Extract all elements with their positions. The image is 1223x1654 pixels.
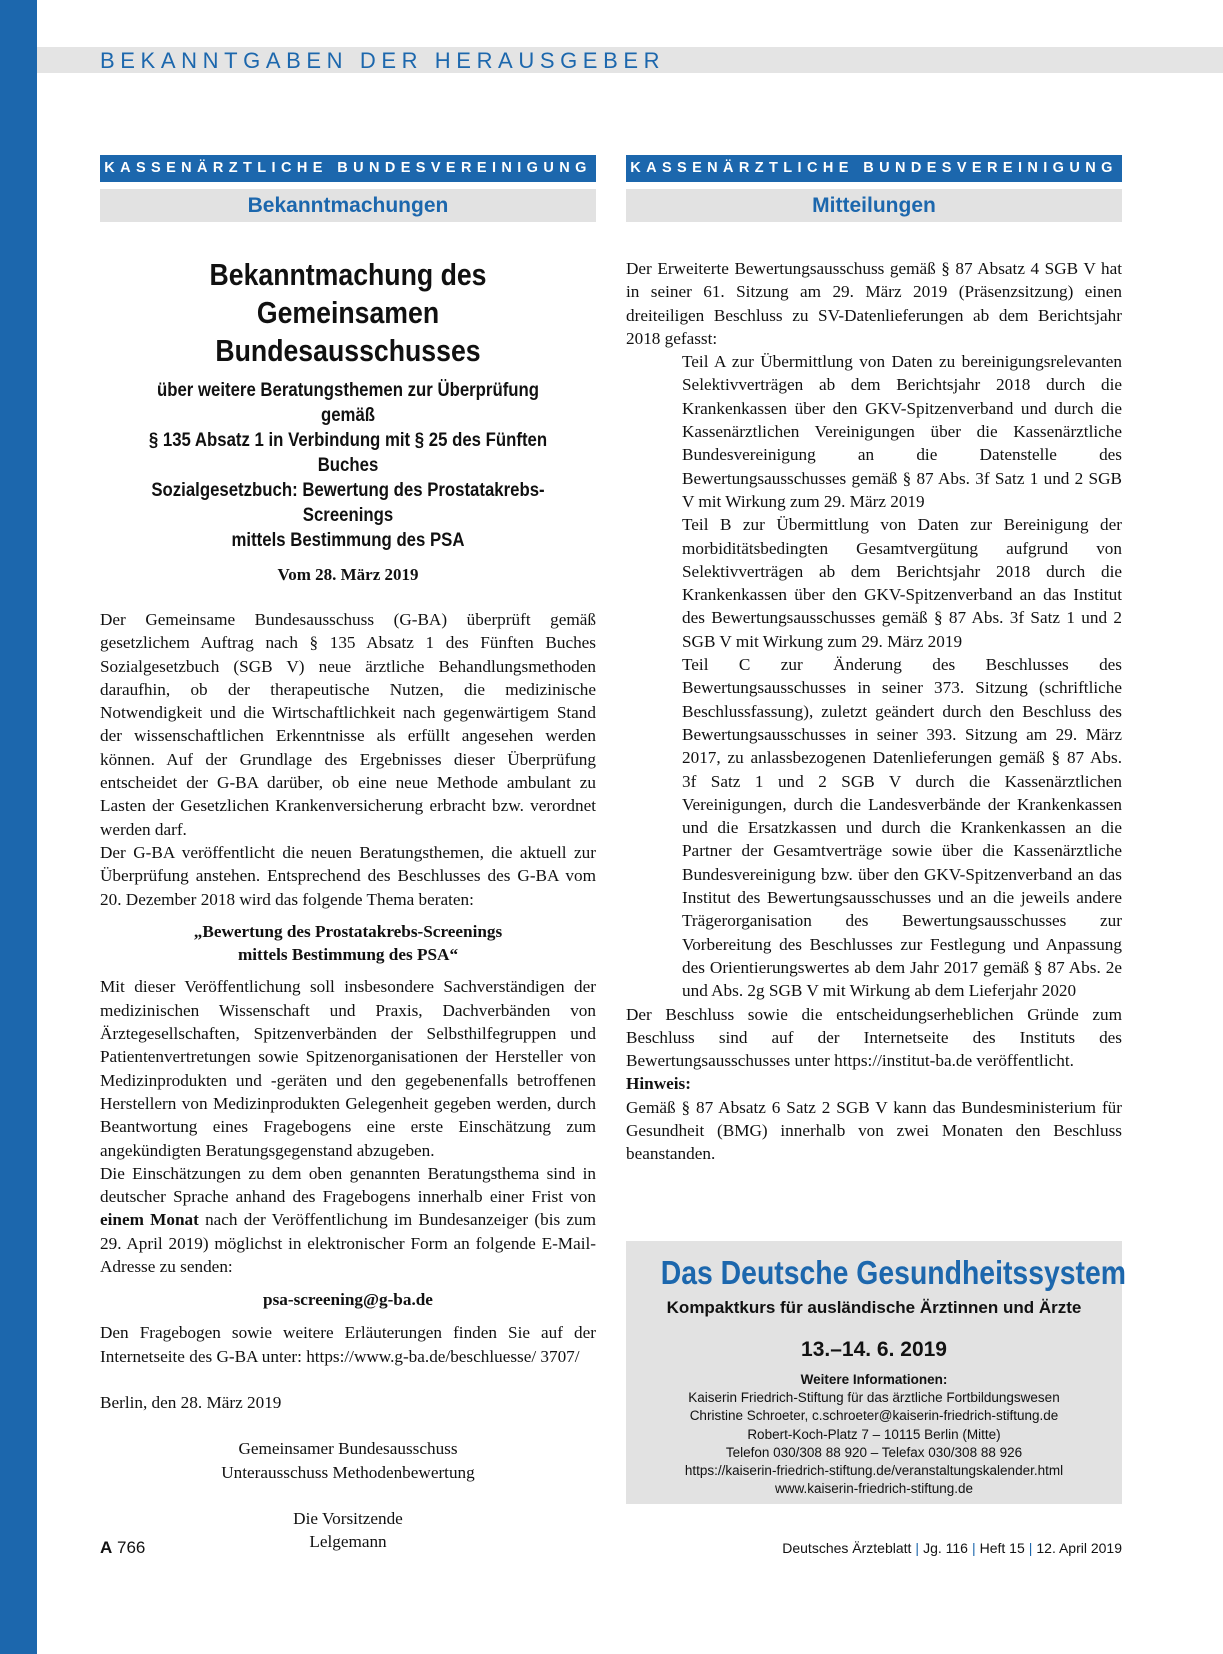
right-org-bar: KASSENÄRZTLICHE BUNDESVEREINIGUNG xyxy=(626,155,1122,182)
paragraph: Der Beschluss sowie die entscheidungserheblichen Gründe zum Beschluss sind auf der Internetseite des Instituts des Bewertungsausschusses unter https://institut-ba.de veröffentlicht. xyxy=(626,1004,1122,1071)
paragraph: Den Fragebogen sowie weitere Erläuterungen finden Sie auf der Internetseite des G-BA unter: https://www.g-ba.de/beschluesse/ 3707/ xyxy=(100,1323,596,1366)
page-number xyxy=(100,1538,145,1558)
footer-separator: | xyxy=(971,1540,976,1556)
footer-separator: | xyxy=(915,1540,920,1556)
ad-date: 13.–14. 6. 2019 xyxy=(801,1338,947,1361)
journal-name: Deutsches Ärzteblatt xyxy=(782,1540,912,1556)
right-column xyxy=(626,155,1122,1166)
subtitle-line: Sozialgesetzbuch: Bewertung des Prostatakrebs-Screenings xyxy=(151,479,545,526)
note-title: Hinweis: xyxy=(626,1074,691,1094)
ad-info-title: Weitere Informationen: xyxy=(800,1372,948,1387)
paragraph: Der Gemeinsame Bundesausschuss (G-BA) überprüft gemäß gesetzlichem Auftrag nach § 135 Absatz 1 des Fünften Buches Sozialgesetzbuch (SGB V) neue ärztliche Behandlungsmethoden daraufhin, ob der therapeutische Nutzen, die medizinische Notwendigkeit und die Wirtschaftlichkeit nach gegenwärtigem Stand der wissenschaftlichen Erkenntnisse als erfüllt angesehen werden können. Auf der Grundlage des Ergebnisses dieser Überprüfung entscheidet der G-BA darüber, ob eine neue Methode ambulant zu Lasten der Gesetzlichen Krankenversicherung erbracht bzw. verordnet werden darf. xyxy=(100,610,596,839)
paragraph: Der Erweiterte Bewertungsausschuss gemäß § 87 Absatz 4 SGB V hat in seiner 61. Sitzung am 29. März 2019 (Präsenzsitzung) einen dreiteiligen Beschluss zu SV-Datenlieferungen ab dem Berichtsjahr 2018 gefasst: xyxy=(626,259,1122,348)
paragraph: Der G-BA veröffentlicht die neuen Beratungsthemen, die aktuell zur Überprüfung anstehen. Entsprechend des Beschlusses des G-BA vom 20. Dezember 2018 wird das folgende Thema beraten: xyxy=(100,842,596,909)
ad-info-line: Telefon 030/308 88 920 – Telefax 030/308 88 926 xyxy=(725,1444,1023,1460)
subtitle-line: über weitere Beratungsthemen zur Überprüfung gemäß xyxy=(156,379,540,426)
ad-info-line: Christine Schroeter, c.schroeter@kaiserin-friedrich-stiftung.de xyxy=(689,1408,1059,1424)
list-item: Teil A zur Übermittlung von Daten zu bereinigungsrelevanten Selektivverträgen ab dem Berichtsjahr 2018 durch die Krankenkassen über den GKV-Spitzenverband und durch die Kassenärztlichen Vereinigungen über die Kassenärztliche Bundesvereinigung an die Datenstelle des Bewertungsausschusses gemäß § 87 Abs. 3f Satz 1 und 2 SGB V mit Wirkung zum 29. März 2019 xyxy=(682,352,1122,511)
paragraph xyxy=(100,1162,596,1278)
topic-line: „Bewertung des Prostatakrebs-Screenings xyxy=(193,921,503,941)
section-title: BEKANNTGABEN DER HERAUSGEBER xyxy=(100,48,666,73)
list-item: Teil B zur Übermittlung von Daten zur Bereinigung der morbiditätsbedingten Gesamtvergütung aufgrund von Selektivverträgen ab dem Berichtsjahr 2018 durch die Krankenkassen über den GKV-Spitzenverband an das Institut des Bewertungsausschusses gemäß § 87 Abs. 3f Satz 1 und 2 SGB V mit Wirkung zum 29. März 2019 xyxy=(682,515,1122,651)
announcement-date: Vom 28. März 2019 xyxy=(277,565,419,584)
topic-title xyxy=(100,920,596,967)
page-number-value: 766 xyxy=(117,1538,146,1557)
journal-footer xyxy=(782,1540,1122,1556)
journal-date: 12. April 2019 xyxy=(1036,1540,1122,1556)
ad-info-line: https://kaiserin-friedrich-stiftung.de/veranstaltungskalender.html xyxy=(684,1463,1064,1479)
note-text: Gemäß § 87 Absatz 6 Satz 2 SGB V kann das Bundesministerium für Gesundheit (BMG) innerhalb von zwei Monaten den Beschluss beanstanden. xyxy=(626,1097,1122,1164)
blue-side-strip xyxy=(0,0,37,1654)
left-org-bar: KASSENÄRZTLICHE BUNDESVEREINIGUNG xyxy=(100,155,596,182)
course-ad-box xyxy=(626,1241,1127,1504)
left-category-bar: Bekanntmachungen xyxy=(100,189,596,222)
paragraph-text: nach der Veröffentlichung im Bundesanzeiger (bis zum 29. April 2019) möglichst in elektronischer Form an folgende E-Mail-Adresse zu senden: xyxy=(100,1210,596,1277)
title-line: Bundesausschusses xyxy=(215,333,481,368)
left-body-text xyxy=(100,608,596,1553)
ad-subtitle: Kompaktkurs für ausländische Ärztinnen und Ärzte xyxy=(666,1298,1082,1317)
footer-separator: | xyxy=(1028,1540,1033,1556)
left-column xyxy=(100,155,596,1553)
page-prefix: A xyxy=(100,1538,113,1557)
ad-info-line: www.kaiserin-friedrich-stiftung.de xyxy=(774,1481,974,1497)
signature-line: Unterausschuss Methodenbewertung xyxy=(221,1462,475,1482)
subtitle-line: § 135 Absatz 1 in Verbindung mit § 25 des Fünften Buches xyxy=(148,429,548,476)
journal-volume: Jg. 116 xyxy=(923,1540,968,1556)
topic-line: mittels Bestimmung des PSA“ xyxy=(237,945,459,965)
list-item: Teil C zur Änderung des Beschlusses des Bewertungsausschusses in seiner 373. Sitzung (schriftliche Beschlussfassung), zuletzt geändert durch den Beschluss des Bewertungsausschusses in seiner 393. Sitzung am 29. März 2017, zu anlassbezogenen Datenlieferungen gemäß § 87 Abs. 3f Satz 1 und 2 SGB V durch die Kassenärztlichen Vereinigungen, durch die Landesverbände der Krankenkassen und die Ersatzkassen und durch die Krankenkassen an die Partner der Gesamtverträge sowie über die Kassenärztliche Bundesvereinigung bzw. über den GKV-Spitzenverband an das Institut des Bewertungsausschusses und an die jeweils andere Trägerorganisation des Bewertungsausschusses zur Vorbereitung des Beschlusses zur Festlegung und Anpassung des Orientierungswertes ab dem Jahr 2017 gemäß § 87 Abs. 2e und Abs. 2g SGB V mit Wirkung ab dem Lieferjahr 2020 xyxy=(682,655,1122,1001)
place-date: Berlin, den 28. März 2019 xyxy=(100,1392,282,1412)
right-category-bar: Mitteilungen xyxy=(626,189,1122,222)
ad-title: Das Deutsche Gesundheitssystem xyxy=(660,1254,1127,1291)
email-address[interactable]: psa-screening@g-ba.de xyxy=(263,1290,433,1310)
signature-line: Gemeinsamer Bundesausschuss xyxy=(238,1439,458,1459)
announcement-subtitle xyxy=(135,378,562,553)
right-body-text xyxy=(626,257,1122,1166)
signature-name: Lelgemann xyxy=(309,1532,387,1552)
deadline-emphasis: einem Monat xyxy=(100,1210,199,1230)
paragraph-text: Die Einschätzungen zu dem oben genannten Beratungsthema sind in deutscher Sprache anhand des Fragebogens innerhalb einer Frist von xyxy=(100,1163,596,1207)
announcement-title xyxy=(135,256,562,370)
subtitle-line: mittels Bestimmung des PSA xyxy=(231,529,465,551)
title-line: Bekanntmachung des Gemeinsamen xyxy=(209,257,487,330)
signature-role: Die Vorsitzende xyxy=(293,1508,403,1528)
signature xyxy=(100,1507,596,1554)
ad-info-line: Robert-Koch-Platz 7 – 10115 Berlin (Mitte) xyxy=(747,1426,1001,1442)
signature-organization xyxy=(100,1437,596,1484)
journal-issue: Heft 15 xyxy=(979,1540,1025,1556)
ad-info-line: Kaiserin Friedrich-Stiftung für das ärztliche Fortbildungswesen xyxy=(688,1390,1060,1405)
paragraph: Mit dieser Veröffentlichung soll insbesondere Sachverständigen der medizinischen Wissenschaft und Praxis, Dachverbänden von Ärztegesellschaften, Spitzenverbänden der Selbsthilfegruppen und Patientenvertretungen sowie Spitzenorganisationen der Hersteller von Medizinprodukten und -geräten und den gegebenenfalls betroffenen Herstellern von Medizinprodukten Gelegenheit gegeben werden, durch Beantwortung eines Fragebogens eine erste Einschätzung zum angekündigten Beratungsgegenstand abzugeben. xyxy=(100,977,596,1160)
